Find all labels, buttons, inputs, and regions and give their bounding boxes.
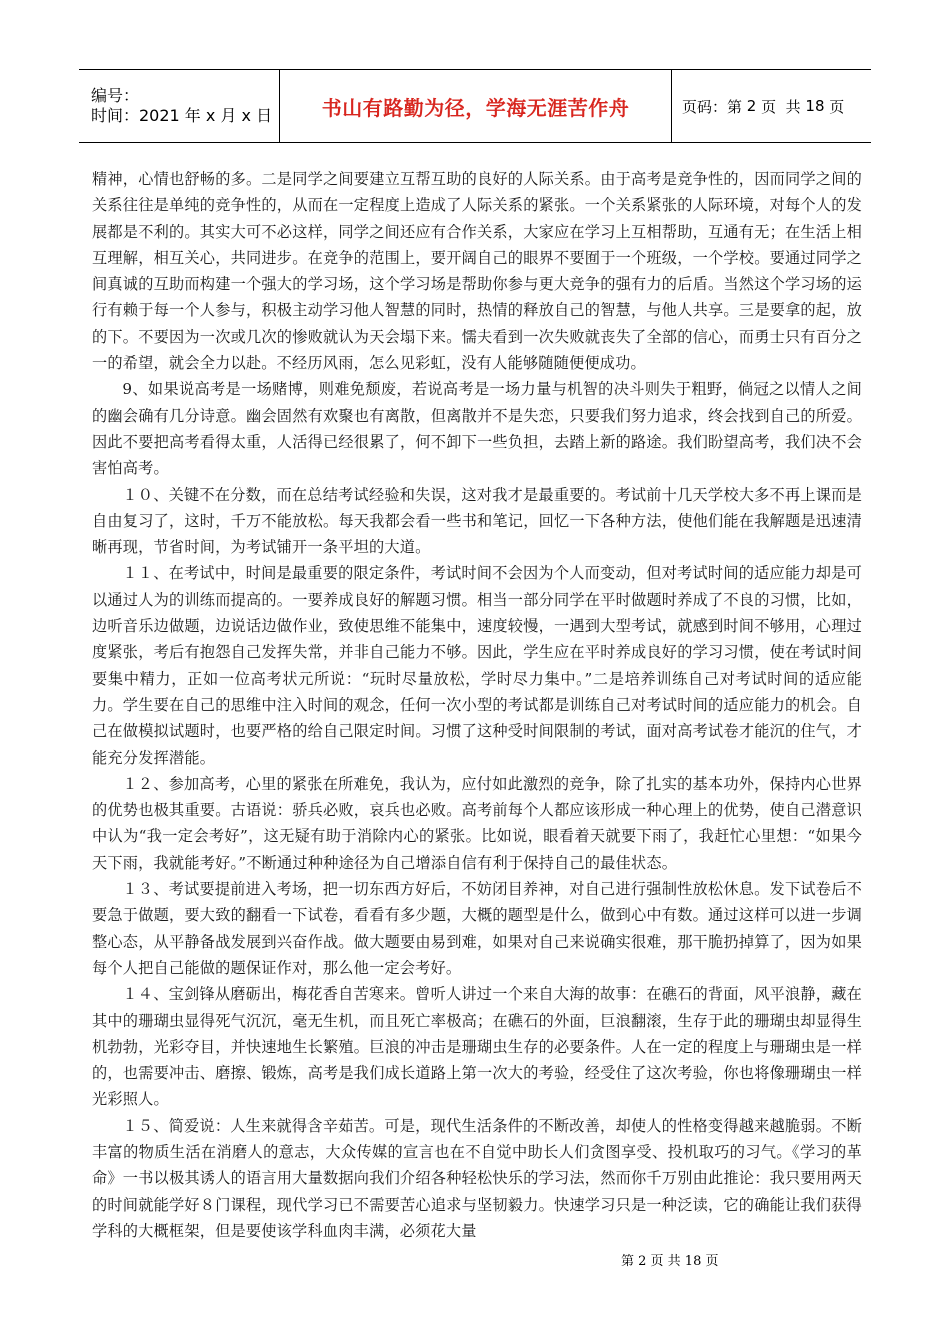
paragraph-14: １４、宝剑锋从磨砺出，梅花香自苦寒来。曾听人讲过一个来自大海的故事：在礁石的背面，风平浪静，藏在其中的珊瑚虫显得死气沉沉，毫无生机，而且死亡率极高；在礁石的外面，巨浪翻滚，生存于此的珊瑚虫却显得生机勃勃，光彩夺目，并快速地生长繁殖。巨浪的冲击是珊瑚虫生存的必要条件。人在一定的程度上与珊瑚虫是一样的，也需要冲击、磨擦、锻炼，高考是我们成长道路上第一次大的考验，经受住了这次考验，你也将像珊瑚虫一样光彩照人。 [92,985,862,1109]
header-page-info [672,70,871,142]
page-current: 2 [746,97,757,115]
paragraph-9: 9、如果说高考是一场赌博，则难免颓废，若说高考是一场力量与机智的决斗则失于粗野，倘冠之以情人之间的幽会确有几分诗意。幽会固然有欢聚也有离散，但离散并不是失恋，只要我们努力追求，终会找到自己的所爱。因此不要把高考看得太重，人活得已经很累了，何不卸下一些负担，去踏上新的路途。我们盼望高考，我们决不会害怕高考。 [92,380,862,478]
header-meta [79,70,279,142]
header-motto: 书山有路勤为径，学海无涯苦作舟 [279,70,672,142]
page-header [79,69,871,143]
paragraph-15: １５、简爱说：人生来就得含辛茹苦。可是，现代生活条件的不断改善，却使人的性格变得越来越脆弱。不断丰富的物质生活在消磨人的意志，大众传媒的宣言也在不自觉中助长人们贪图享受、投机取巧的习气。《学习的革命》一书以极其诱人的语言用大量数据向我们介绍各种轻松快乐的学习法，然而你千万别由此推论：我只要用两天的时间就能学好８门课程，现代学习已不需要苦心追求与坚韧毅力。快速学习只是一种泛读，它的确能让我们获得学科的大概框架，但是要使该学科血肉丰满，必须花大量 [92,1116,862,1240]
paragraph-10: １０、关键不在分数，而在总结考试经验和失误，这对我才是最重要的。考试前十几天学校大多不再上课而是自由复习了，这时，千万不能放松。每天我都会看一些书和笔记，回忆一下各种方法，使他们能在我解题是迅速清晰再现，节省时间，为考试铺开一条平坦的大道。 [92,485,862,557]
page-suffix: 页 [824,97,845,116]
page-prefix: 页码：第 [682,97,747,116]
paragraph-continuation: 精神，心情也舒畅的多。二是同学之间要建立互帮互助的良好的人际关系。由于高考是竞争性的，因而同学之间的关系往往是单纯的竞争性的，从而在一定程度上造成了人际关系的紧张。一个关系紧张的人际环境，对每个人的发展都是不利的。其实大可不必这样，同学之间还应有合作关系，大家应在学习上互相帮助，互通有无；在生活上相互理解，相互关心，共同进步。在竞争的范围上，要开阔自己的眼界不要囿于一个班级，一个学校。要通过同学之间真诚的互助而构建一个强大的学习场，这个学习场是帮助你参与更大竞争的强有力的后盾。当然这个学习场的运行有赖于每一个人参与，积极主动学习他人智慧的同时，热情的释放自己的智慧，与他人共享。三是要拿的起，放的下。不要因为一次或几次的惨败就认为天会塌下来。懦夫看到一次失败就丧失了全部的信心，而勇士只有百分之一的希望，就会全力以赴。不经历风雨，怎么见彩虹，没有人能够随随便便成功。 [92,170,862,373]
page-mid: 页 共 [756,97,806,116]
document-body [92,166,862,1244]
page-total: 18 [805,97,825,115]
paragraph-12: １２、参加高考，心里的紧张在所难免，我认为，应付如此激烈的竞争，除了扎实的基本功外，保持内心世界的优势也极其重要。古语说：骄兵必败，哀兵也必败。高考前每个人都应该形成一种心理上的优势，使自己潜意识中认为“我一定会考好”，这无疑有助于消除内心的紧张。比如说，眼看着天就要下雨了，我赶忙心里想：“如果今天下雨，我就能考好。”不断通过种种途径为自己增添自信有利于保持自己的最佳状态。 [92,774,862,872]
paragraph-11: １１、在考试中，时间是最重要的限定条件，考试时间不会因为个人而变动，但对考试时间的适应能力却是可以通过人为的训练而提高的。一要养成良好的解题习惯。相当一部分同学在平时做题时养成了不良的习惯，比如，边听音乐边做题，边说话边做作业，致使思维不能集中，速度较慢，一遇到大型考试，就感到时间不够用，心理过度紧张，考后有抱怨自己发挥失常，并非自己能力不够。因此，学生应在平时养成良好的学习习惯，使在考试时间要集中精力，正如一位高考状元所说：“玩时尽量放松，学时尽力集中。”二是培养训练自己对考试时间的适应能力。学生要在自己的思维中注入时间的观念，任何一次小型的考试都是训练自己对考试时间的适应能力的机会。自己在做模拟试题时，也要严格的给自己限定时间。习惯了这种受时间限制的考试，面对高考试卷才能沉的住气，才能充分发挥潜能。 [92,564,862,767]
document-time-label: 时间：2021 年 x 月 x 日 [91,106,273,125]
page-footer: 第 2 页 共 18 页 [621,1254,719,1269]
document-number-label: 编号： [91,86,140,105]
paragraph-13: １３、考试要提前进入考场，把一切东西方好后，不妨闭目养神，对自己进行强制性放松休息。发下试卷后不要急于做题，要大致的翻看一下试卷，看看有多少题，大概的题型是什么，做到心中有数。通过这样可以进一步调整心态，从平静备战发展到兴奋作战。做大题要由易到难，如果对自己来说确实很难，那干脆扔掉算了，因为如果每个人把自己能做的题保证作对，那么他一定会考好。 [92,880,862,977]
